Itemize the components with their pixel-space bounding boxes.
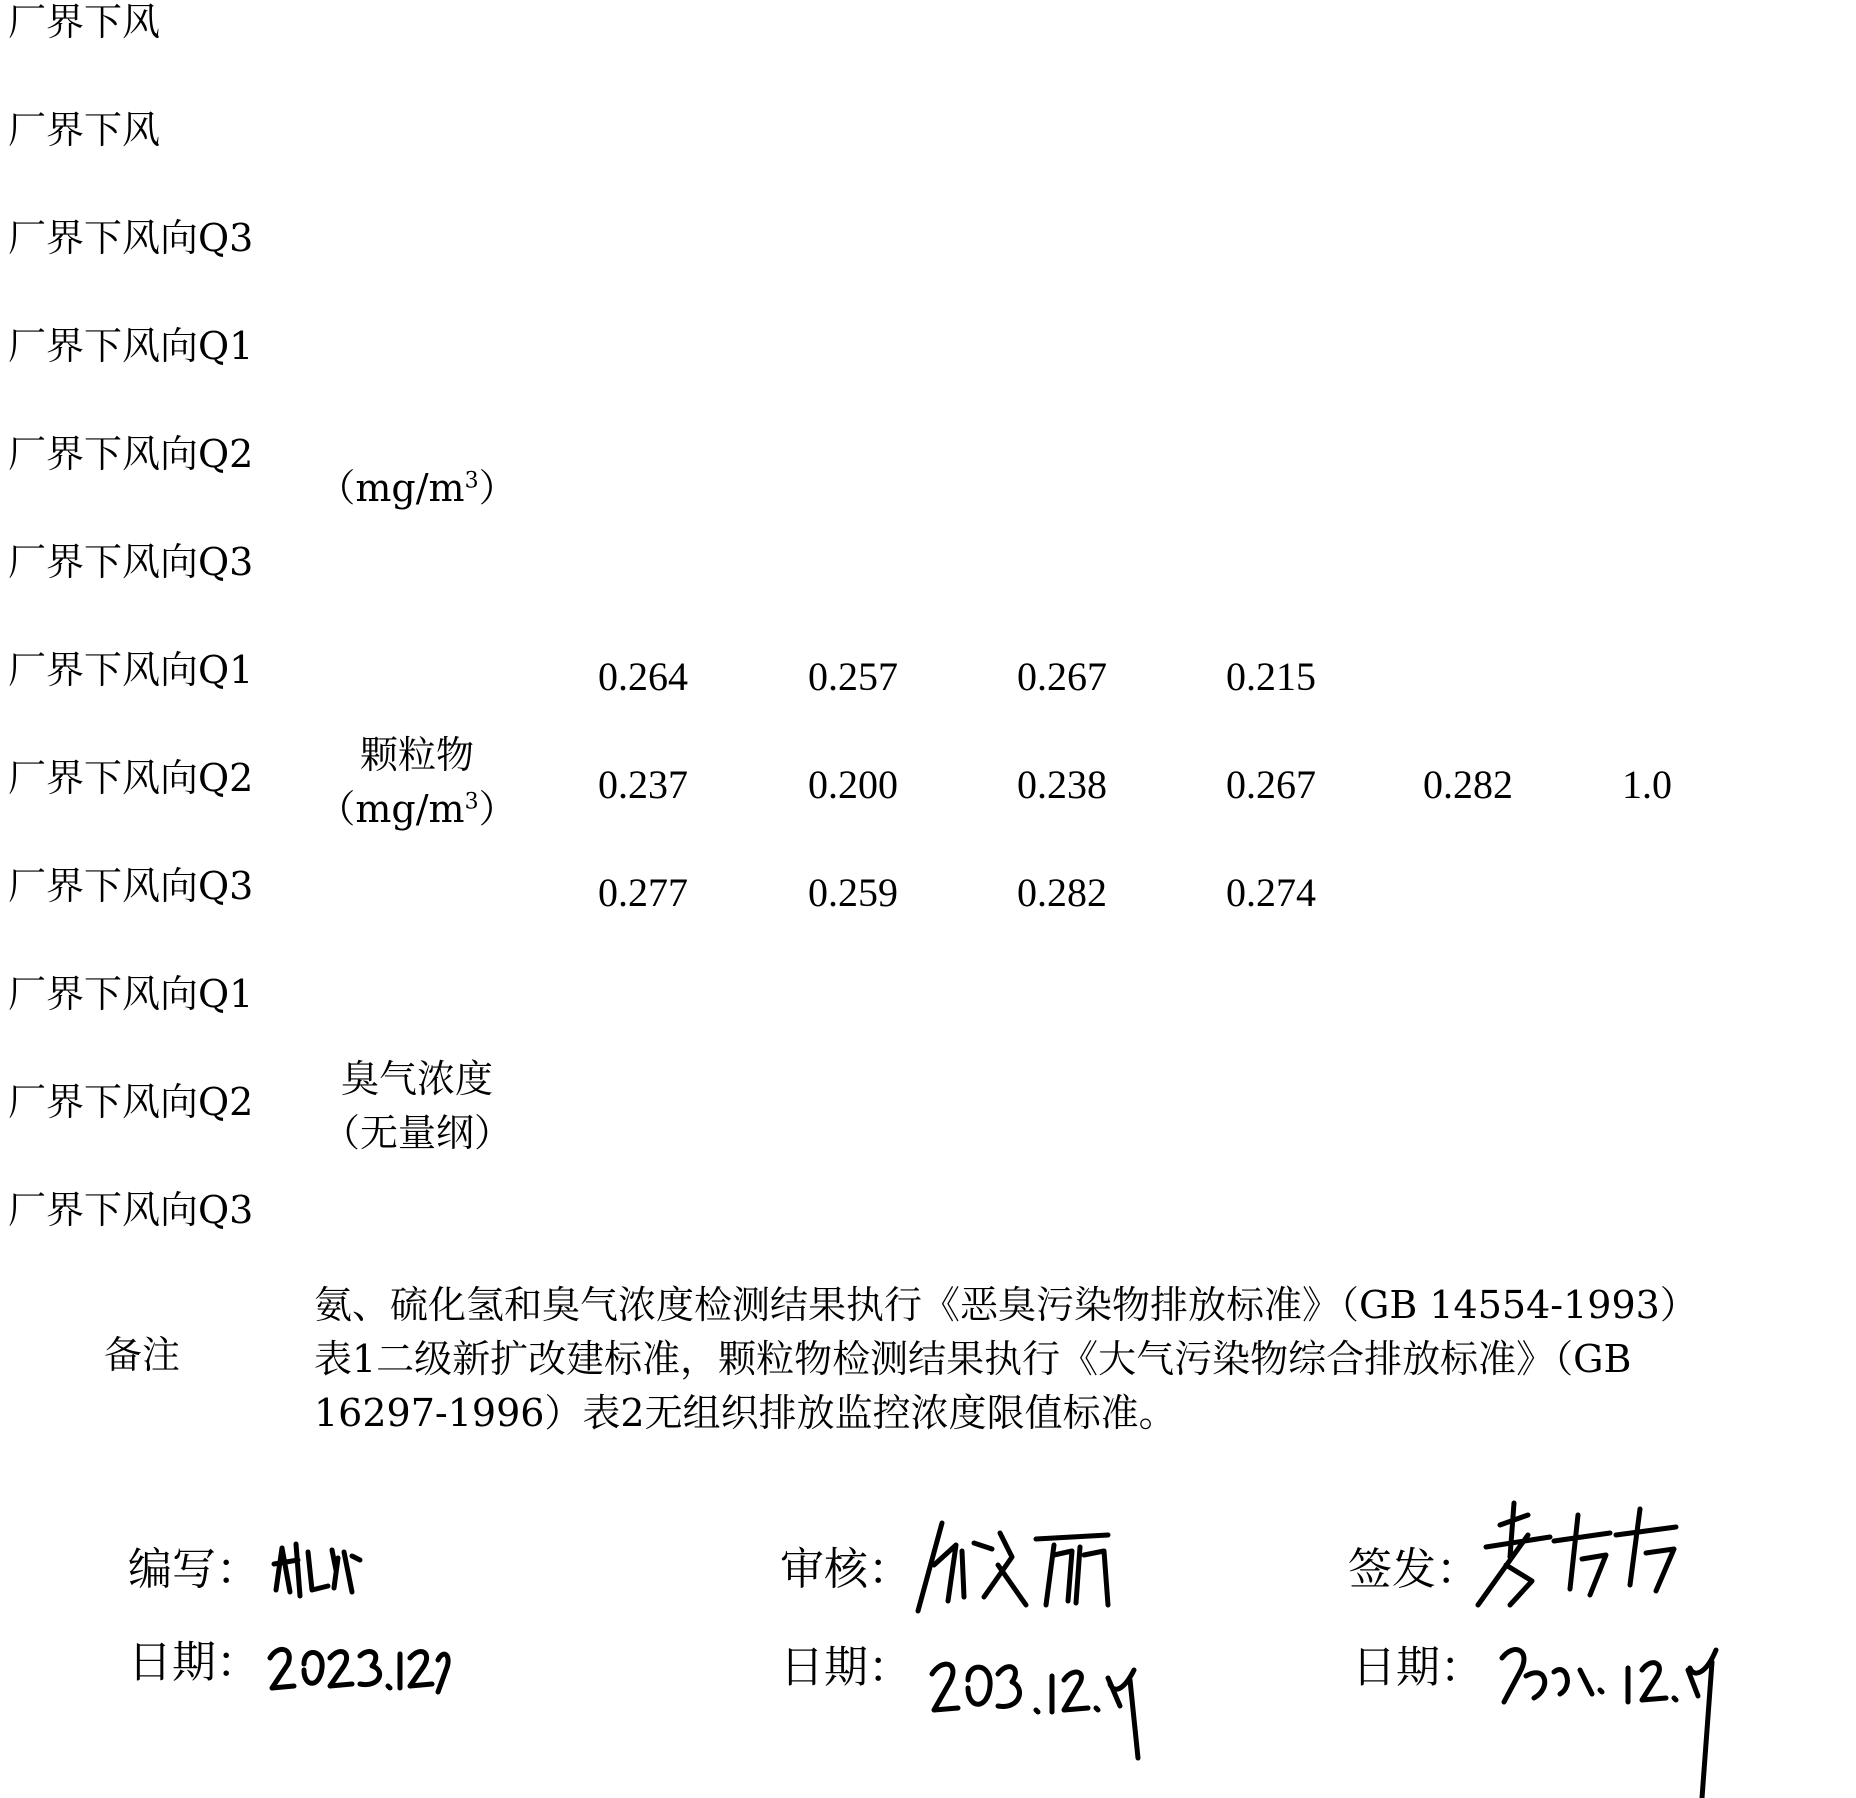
value-cell: 0.267 <box>1226 762 1316 807</box>
odor-unit: （无量纲） <box>321 1111 512 1155</box>
location-label: 厂界下风向Q1 <box>8 972 254 1016</box>
particulate-unit-close: ） <box>478 787 517 831</box>
odor-param <box>302 1052 532 1160</box>
writer-date-handwriting <box>264 1636 454 1706</box>
location-label: 厂界下风 <box>8 108 161 152</box>
value-cell: 0.215 <box>1226 654 1316 699</box>
unit-label <box>302 461 532 515</box>
value-cell: 0.200 <box>808 762 898 807</box>
reviewer-date-label: 日期： <box>780 1642 912 1693</box>
location-label: 厂界下风向Q3 <box>8 540 254 584</box>
particulate-param <box>302 728 532 836</box>
unit-text: （mg/m <box>317 466 465 510</box>
location-label: 厂界下风向Q3 <box>8 216 254 260</box>
remark-line: 表1二级新扩改建标准，颗粒物检测结果执行《大气污染物综合排放标准》（GB <box>314 1337 1632 1381</box>
reviewer-signature-image <box>904 1505 1124 1625</box>
unit-superscript: 3 <box>464 468 479 494</box>
remark-text <box>314 1278 1856 1440</box>
location-label: 厂界下风向Q3 <box>8 1188 254 1232</box>
value-cell: 0.274 <box>1226 870 1316 915</box>
issuer-date-label: 日期： <box>1352 1642 1484 1693</box>
particulate-unit: （mg/m <box>317 787 465 831</box>
issuer-signature-image <box>1470 1495 1710 1615</box>
value-cell: 0.277 <box>598 870 688 915</box>
odor-name: 臭气浓度 <box>340 1057 493 1101</box>
location-label: 厂界下风向Q2 <box>8 432 254 476</box>
value-cell: 0.238 <box>1017 762 1107 807</box>
reviewer-label: 审核： <box>780 1544 912 1595</box>
max-value-cell: 0.282 <box>1423 762 1513 807</box>
location-label: 厂界下风向Q2 <box>8 756 254 800</box>
issuer-date-handwriting <box>1496 1628 1756 1798</box>
unit-close: ） <box>478 466 517 510</box>
remark-line: 16297-1996）表2无组织排放监控浓度限值标准。 <box>314 1391 1177 1435</box>
remark-line: 氨、硫化氢和臭气浓度检测结果执行《恶臭污染物排放标准》（GB 14554-1993） <box>314 1283 1698 1327</box>
location-label: 厂界下风向Q2 <box>8 1080 254 1124</box>
value-cell: 0.282 <box>1017 870 1107 915</box>
value-cell: 0.259 <box>808 870 898 915</box>
location-label: 厂界下风向Q1 <box>8 324 254 368</box>
writer-signature-image <box>268 1530 368 1610</box>
value-cell: 0.237 <box>598 762 688 807</box>
limit-cell: 1.0 <box>1622 762 1672 807</box>
particulate-superscript: 3 <box>464 789 479 815</box>
writer-date-label: 日期： <box>128 1637 260 1688</box>
particulate-name: 颗粒物 <box>359 733 474 777</box>
issuer-label: 签发： <box>1348 1544 1480 1595</box>
remark-label: 备注 <box>104 1333 181 1377</box>
location-label: 厂界下风向Q3 <box>8 864 254 908</box>
value-cell: 0.264 <box>598 654 688 699</box>
location-label: 厂界下风向Q1 <box>8 648 254 692</box>
writer-label: 编写： <box>128 1544 260 1595</box>
location-label: 厂界下风 <box>8 0 161 44</box>
reviewer-date-handwriting <box>924 1640 1154 1760</box>
value-cell: 0.267 <box>1017 654 1107 699</box>
value-cell: 0.257 <box>808 654 898 699</box>
